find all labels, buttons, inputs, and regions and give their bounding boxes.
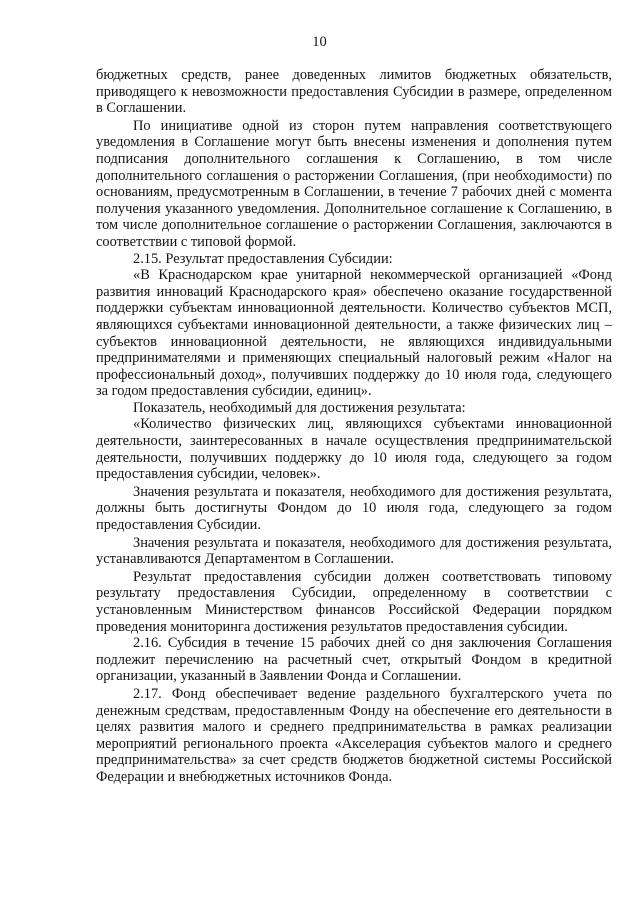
section-2-16-transfer: 2.16. Субсидия в течение 15 рабочих дней со дня заключения Соглашения подлежит перечислению на расчетный счет, открытый Фондом в кредитной организации, указанный в Заявлении Фонда и Соглашении.	[96, 635, 612, 685]
paragraph-indicator-definition: «Количество физических лиц, являющихся субъектами инновационной деятельности, заинтересованных в начале осуществления предпринимательской деятельности, получивших поддержку до 10 июля года, следующего за годом предоставления субсидии, человек».	[96, 416, 612, 483]
paragraph-typical-result: Результат предоставления субсидии должен соответствовать типовому результату предоставления Субсидии, определенному в соответствии с установленным Министерством финансов Российской Федерации порядком проведения мониторинга достижения результатов предоставления субсидии.	[96, 568, 612, 635]
paragraph-agreement-amendments: По инициативе одной из сторон путем направления соответствующего уведомления в Соглашение могут быть внесены изменения и дополнения путем подписания дополнительного соглашения к Соглашению, в том числе дополнительного соглашения о расторжении Соглашения, (при необходимости) по основаниям, предусмотренным в Соглашении, в течение 7 рабочих дней с момента получения указанного уведомления. Дополнительное соглашение к Соглашению, в том числе дополнительное соглашение о расторжении Соглашения, заключаются в соответствии с типовой формой.	[96, 117, 612, 250]
paragraph-values-deadline: Значения результата и показателя, необходимого для достижения результата, должны быть достигнуты Фондом до 10 июля года, следующего за годом предоставления Субсидии.	[96, 483, 612, 534]
paragraph-indicator-heading: Показатель, необходимый для достижения результата:	[133, 399, 466, 416]
section-heading-2-15: 2.15. Результат предоставления Субсидии:	[133, 250, 393, 267]
section-2-17-accounting: 2.17. Фонд обеспечивает ведение раздельного бухгалтерского учета по денежным средствам, предоставленным Фонду на обеспечение его деятельности в целях развития малого и среднего предпринимательства в рамках реализации мероприятий регионального проекта «Акселерация субъектов малого и среднего предпринимательства» за счет средств бюджетов бюджетной системы Российской Федерации и внебюджетных источников Фонда.	[96, 685, 612, 785]
paragraph-values-established: Значения результата и показателя, необходимого для достижения результата, устанавливаются Департаментом в Соглашении.	[96, 534, 612, 568]
paragraph-subsidy-result: «В Краснодарском крае унитарной некоммерческой организацией «Фонд развития инноваций Краснодарского края» обеспечено оказание государственной поддержки субъектам инновационной деятельности. Количество субъектов МСП, являющихся субъектами инновационной деятельности, а также физических лиц – субъектов инновационной деятельности, не являющихся индивидуальными предпринимателями и применяющих специальный налоговый режим «Налог на профессиональный доход», получивших поддержку до 10 июля года, следующего за годом предоставления субсидии, единиц».	[96, 267, 612, 400]
paragraph-budget-limits-continuation: бюджетных средств, ранее доведенных лимитов бюджетных обязательств, приводящего к невозможности предоставления Субсидии в размере, определенном в Соглашении.	[96, 67, 612, 117]
page-number: 10	[312, 34, 327, 50]
document-body	[96, 67, 612, 786]
